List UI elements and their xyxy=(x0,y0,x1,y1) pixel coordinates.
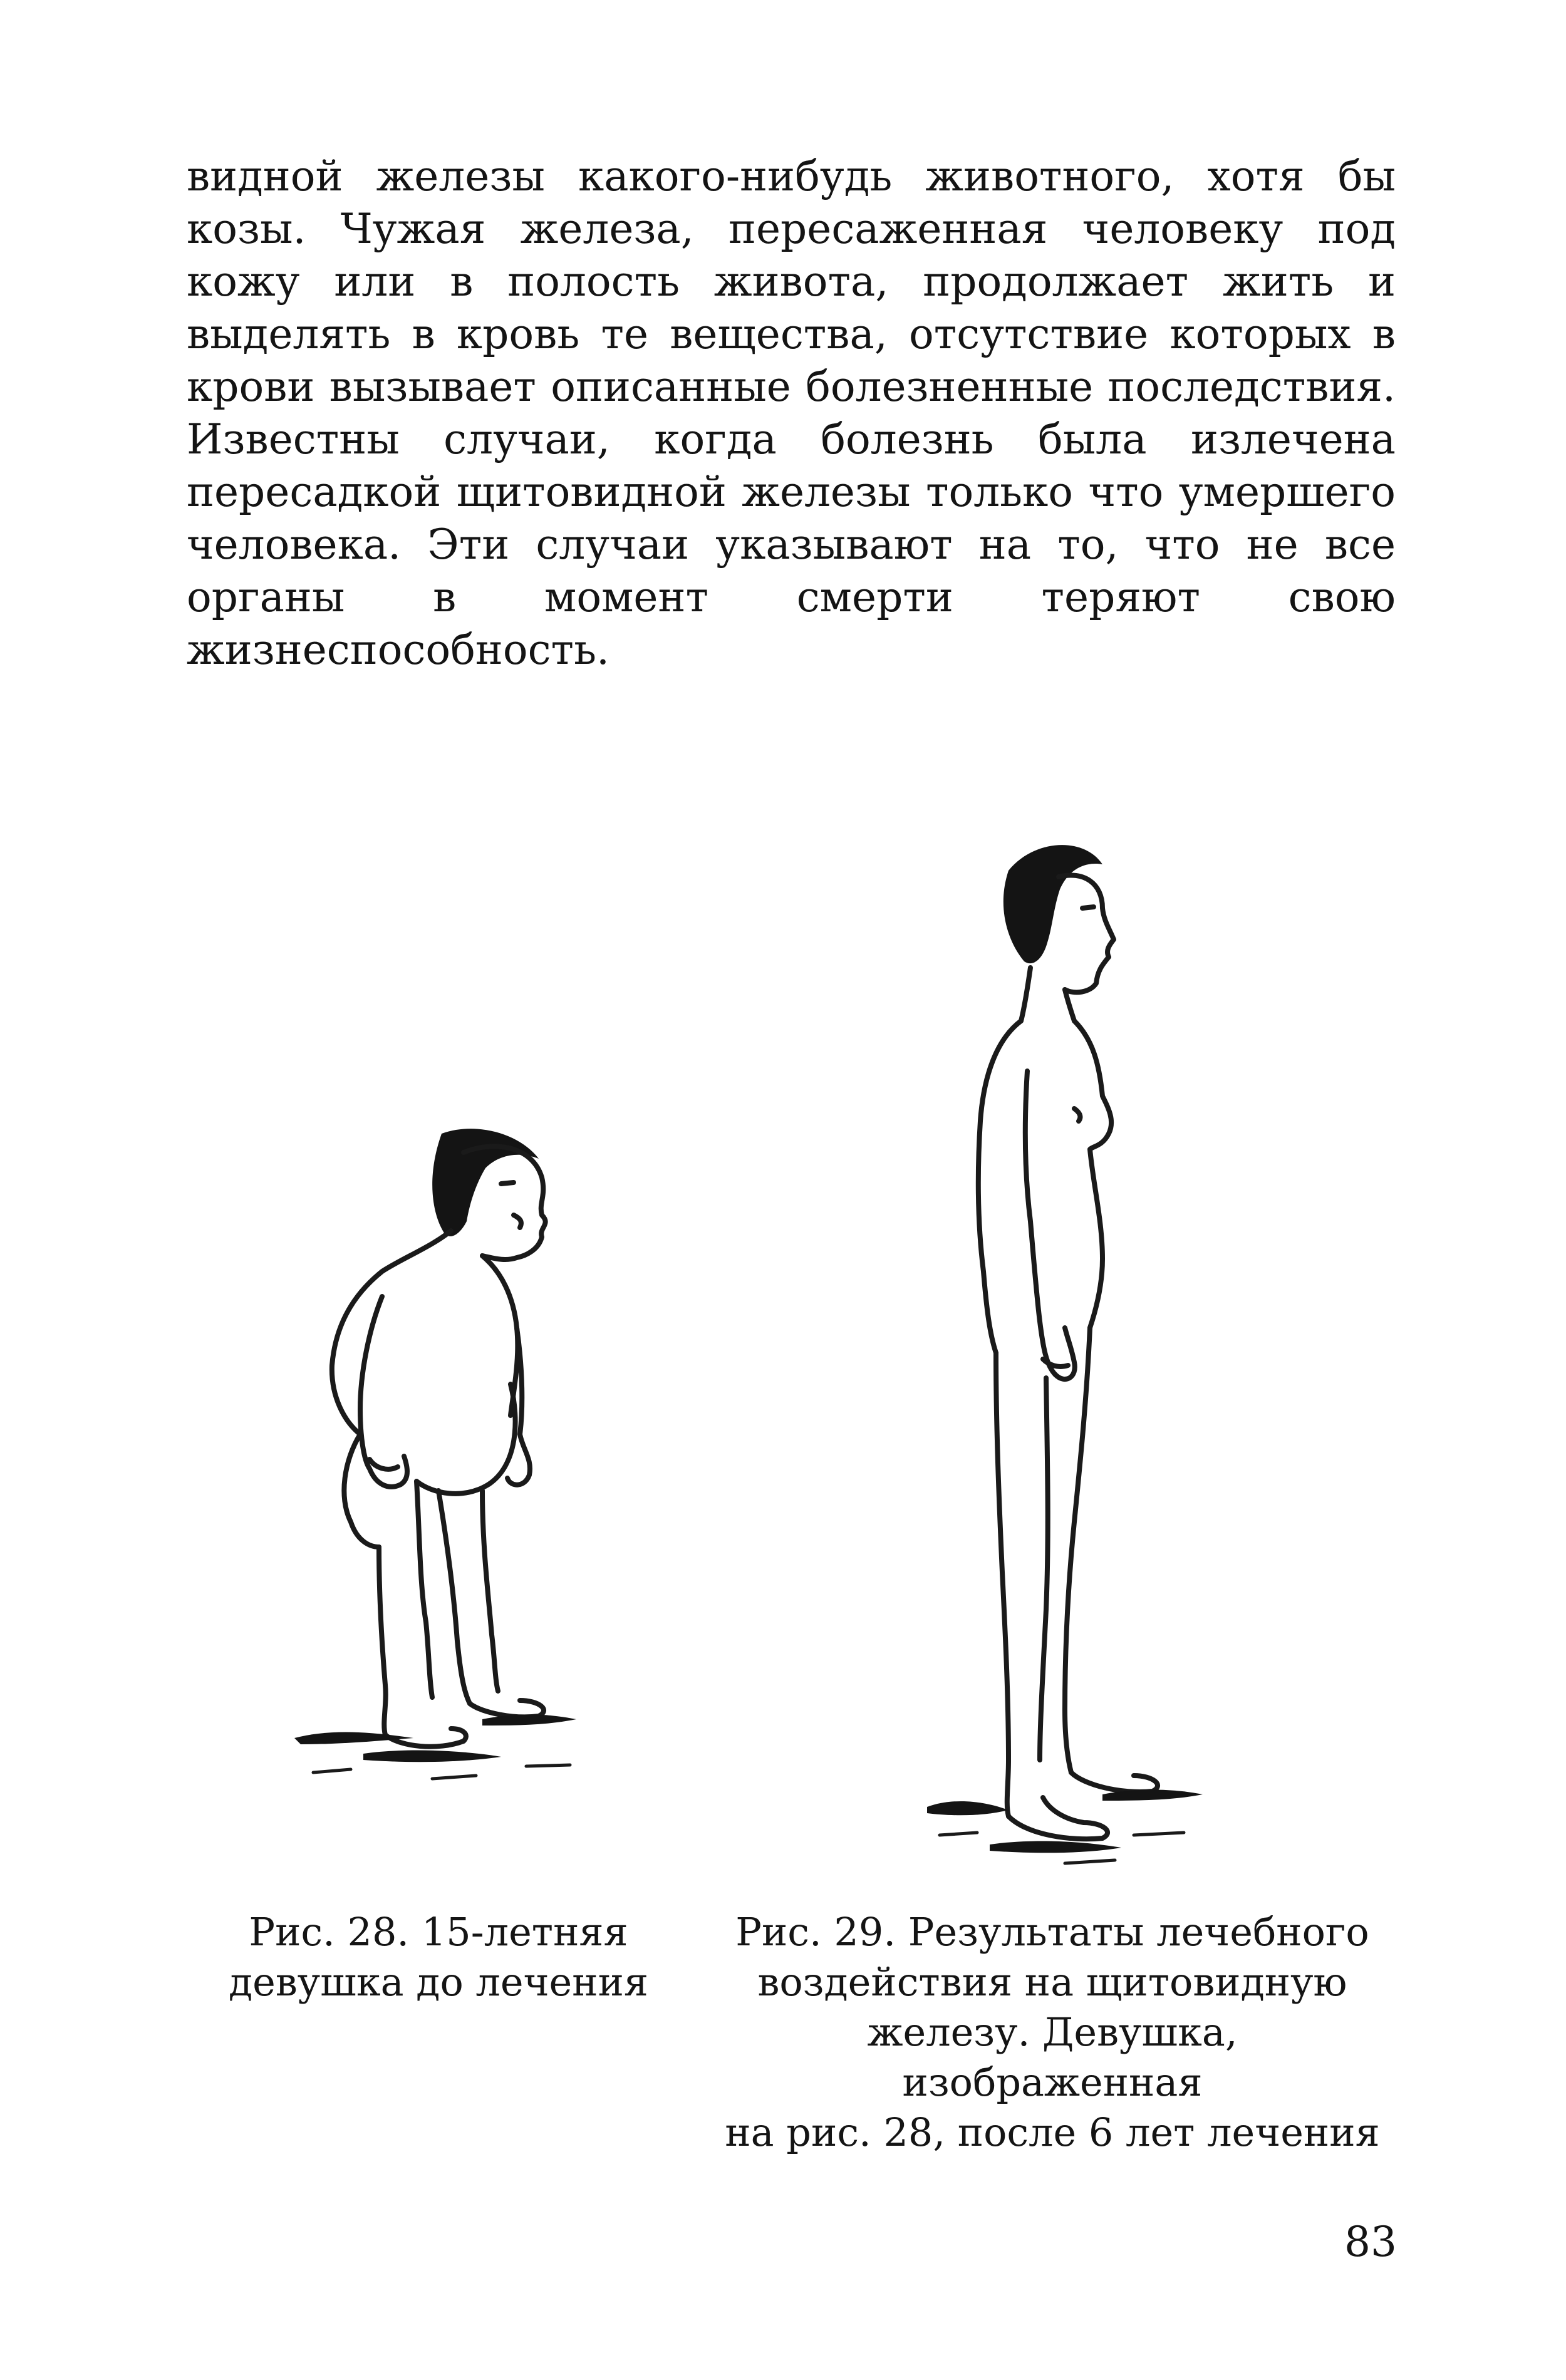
page-number: 83 xyxy=(1344,2218,1397,2266)
figure-29-caption xyxy=(714,1907,1391,2158)
body-paragraph xyxy=(187,150,1396,676)
girl-after-treatment-drawing xyxy=(915,833,1215,1873)
figure-28-caption-line: девушка до лечения xyxy=(228,1959,649,2005)
figure-29-caption-line: на рис. 28, после 6 лет лечения xyxy=(725,2109,1380,2155)
girl-before-treatment-drawing xyxy=(276,1109,601,1798)
figure-28-caption-line: Рис. 28. 15-летняя xyxy=(249,1909,628,1955)
figure-28-caption xyxy=(188,1907,689,2007)
figure-29-caption-line: воздействия на щитовидную xyxy=(757,1959,1347,2005)
body-paragraph-text: видной железы какого-нибудь животного, хотя бы козы. Чужая железа, пересаженная человеку под кожу или в полость живота, продолжает жить и выделять в кровь те вещества, отсутствие которых в крови вызывает описанные болезненные последствия. Известны случаи, когда болезнь была излечена пересадкой щитовидной железы только что умершего человека. Эти случаи указывают на то, что не все органы в момент смерти теряют свою жизнеспособность. xyxy=(187,152,1396,674)
figure-29-illustration xyxy=(915,833,1215,1873)
figure-29-caption-line: Рис. 29. Результаты лечебного xyxy=(735,1909,1369,1955)
figure-28-illustration xyxy=(276,1109,601,1798)
figure-29-caption-line: железу. Девушка, изображенная xyxy=(867,2009,1238,2105)
